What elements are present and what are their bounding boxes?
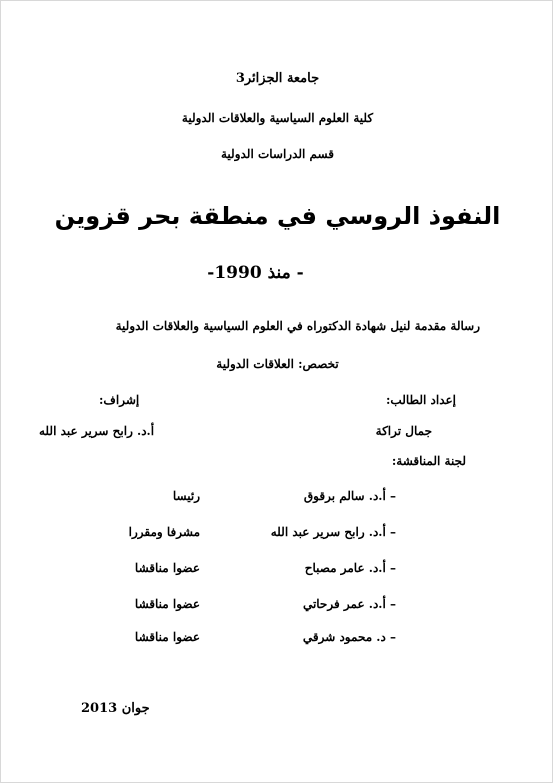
committee-member-name: – أ.د. عامر مصباح	[304, 561, 396, 575]
committee-member-name: – أ.د. رابح سرير عبد الله	[270, 525, 396, 539]
thesis-title: النفوذ الروسي في منطقة بحر قزوين	[54, 202, 501, 230]
thesis-purpose: رسالة مقدمة لنيل شهادة الدكتوراه في العلوم السياسية والعلاقات الدولية	[115, 319, 480, 333]
student-name: جمال تراكة	[375, 424, 432, 438]
faculty-name: كلية العلوم السياسية والعلاقات الدولية	[181, 111, 374, 125]
committee-member-name: – أ.د. سالم برقوق	[303, 489, 396, 503]
supervisor-label: إشراف:	[99, 393, 140, 407]
committee-label: لجنة المناقشة:	[391, 454, 466, 468]
department-name: قسم الدراسات الدولية	[220, 147, 334, 161]
committee-member-role: عضوا مناقشا	[134, 630, 200, 644]
university-name: جامعة الجزائر3	[235, 71, 320, 86]
defense-date: جوان 2013	[81, 701, 150, 716]
committee-member-role: رئيسا	[172, 489, 200, 503]
committee-member-role: عضوا مناقشا	[134, 597, 200, 611]
thesis-period: - منذ 1990-	[207, 263, 304, 283]
committee-member-role: عضوا مناقشا	[134, 561, 200, 575]
student-label: إعداد الطالب:	[385, 393, 456, 407]
committee-member-role: مشرفا ومقررا	[128, 525, 200, 539]
supervisor-name: أ.د. رابح سرير عبد الله	[39, 424, 155, 438]
committee-member-name: – أ.د. عمر فرحاتي	[302, 597, 396, 611]
committee-member-name: – د. محمود شرقي	[302, 630, 396, 644]
thesis-specialty: تخصص: العلاقات الدولية	[216, 357, 339, 371]
